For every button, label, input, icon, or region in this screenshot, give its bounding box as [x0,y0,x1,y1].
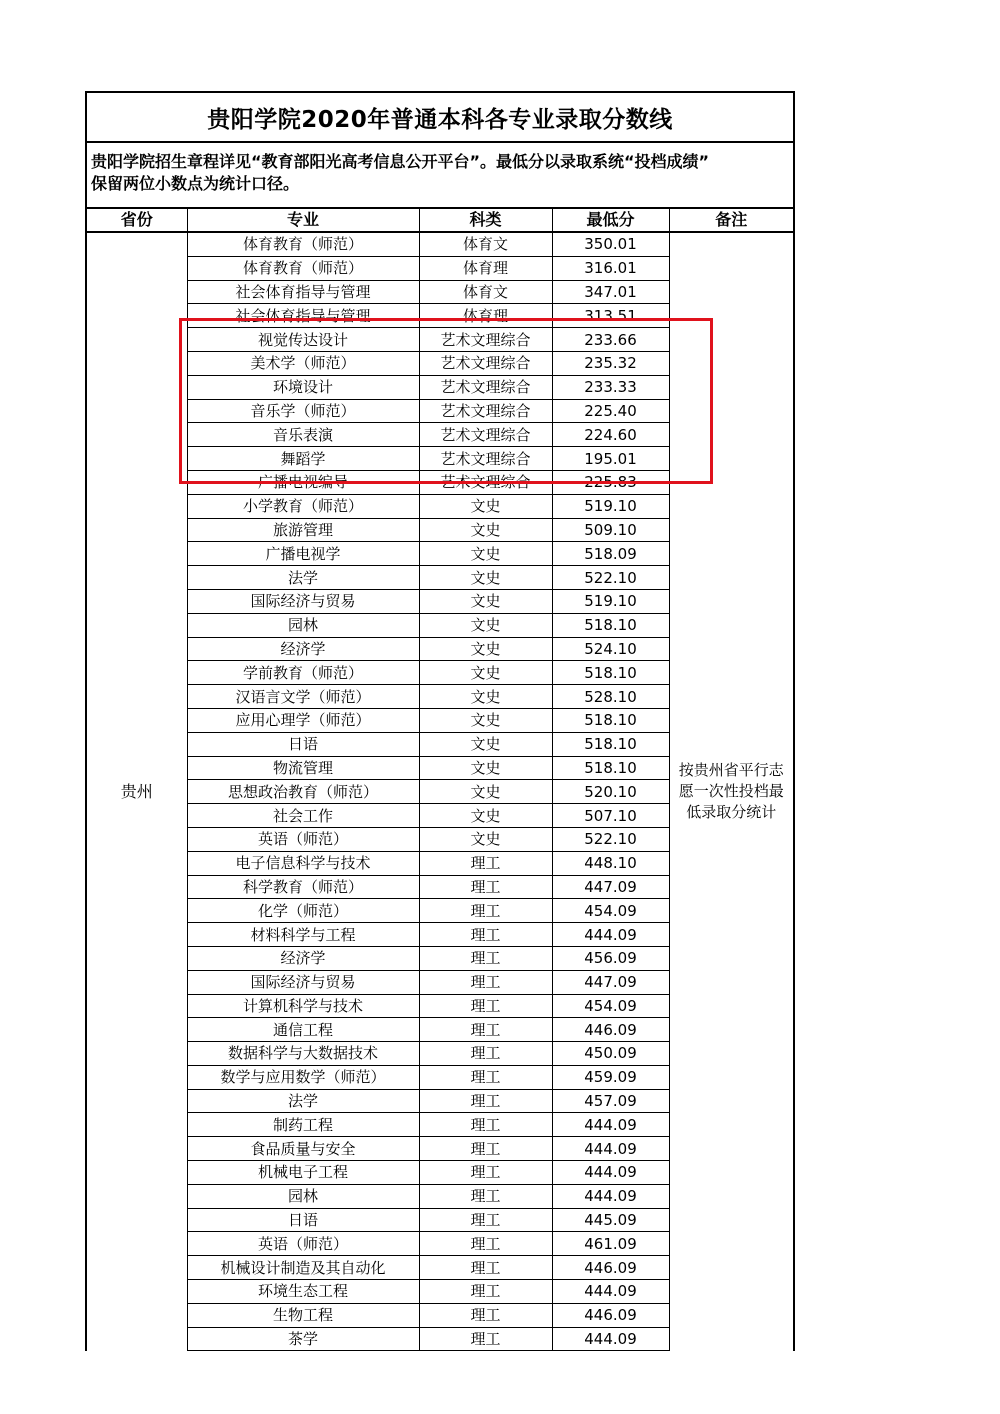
min-score-cell: 444.09 [552,1137,669,1161]
title-row [87,93,793,143]
category-cell: 理工 [419,1208,552,1232]
category-cell: 艺术文理综合 [419,423,552,447]
major-cell: 电子信息科学与技术 [187,851,419,875]
category-cell: 理工 [419,851,552,875]
major-cell: 视觉传达设计 [187,328,419,352]
min-score-cell: 519.10 [552,589,669,613]
category-cell: 理工 [419,1042,552,1066]
table-header-row [87,209,793,232]
min-score-cell: 316.01 [552,256,669,280]
major-cell: 生物工程 [187,1303,419,1327]
major-cell: 制药工程 [187,1113,419,1137]
min-score-cell: 446.09 [552,1256,669,1280]
major-cell: 国际经济与贸易 [187,589,419,613]
min-score-cell: 347.01 [552,280,669,304]
min-score-cell: 507.10 [552,804,669,828]
min-score-cell: 235.32 [552,351,669,375]
category-cell: 理工 [419,1161,552,1185]
min-score-cell: 447.09 [552,970,669,994]
major-cell: 园林 [187,613,419,637]
category-cell: 文史 [419,637,552,661]
category-cell: 体育文 [419,280,552,304]
min-score-cell: 520.10 [552,780,669,804]
note-line-2: 保留两位小数点为统计口径。 [91,174,300,193]
min-score-cell: 313.51 [552,304,669,328]
min-score-cell: 233.33 [552,375,669,399]
category-cell: 理工 [419,923,552,947]
min-score-cell: 444.09 [552,1113,669,1137]
header-remark: 备注 [669,209,793,232]
category-cell: 理工 [419,994,552,1018]
min-score-cell: 450.09 [552,1042,669,1066]
major-cell: 化学（师范） [187,899,419,923]
min-score-cell: 444.09 [552,1280,669,1304]
category-cell: 理工 [419,1184,552,1208]
category-cell: 文史 [419,804,552,828]
major-cell: 材料科学与工程 [187,923,419,947]
category-cell: 艺术文理综合 [419,399,552,423]
major-cell: 科学教育（师范） [187,875,419,899]
min-score-cell: 454.09 [552,899,669,923]
min-score-cell: 509.10 [552,518,669,542]
category-cell: 文史 [419,827,552,851]
major-cell: 物流管理 [187,756,419,780]
category-cell: 体育理 [419,256,552,280]
major-cell: 汉语言文学（师范） [187,685,419,709]
min-score-cell: 456.09 [552,946,669,970]
major-cell: 经济学 [187,637,419,661]
min-score-cell: 457.09 [552,1089,669,1113]
category-cell: 理工 [419,1256,552,1280]
min-score-cell: 445.09 [552,1208,669,1232]
category-cell: 理工 [419,1137,552,1161]
major-cell: 日语 [187,1208,419,1232]
category-cell: 理工 [419,1232,552,1256]
min-score-cell: 444.09 [552,923,669,947]
min-score-cell: 518.10 [552,708,669,732]
min-score-cell: 459.09 [552,1065,669,1089]
major-cell: 数据科学与大数据技术 [187,1042,419,1066]
min-score-cell: 518.10 [552,661,669,685]
major-cell: 英语（师范） [187,1232,419,1256]
note-row [87,143,793,209]
major-cell: 美术学（师范） [187,351,419,375]
table-body [87,232,793,1351]
major-cell: 国际经济与贸易 [187,970,419,994]
category-cell: 文史 [419,613,552,637]
category-cell: 理工 [419,1280,552,1304]
category-cell: 文史 [419,756,552,780]
category-cell: 艺术文理综合 [419,447,552,471]
major-cell: 经济学 [187,946,419,970]
min-score-cell: 446.09 [552,1018,669,1042]
min-score-cell: 444.09 [552,1184,669,1208]
category-cell: 体育文 [419,232,552,256]
category-cell: 文史 [419,661,552,685]
major-cell: 广播电视学 [187,542,419,566]
major-cell: 机械电子工程 [187,1161,419,1185]
category-cell: 理工 [419,1018,552,1042]
major-cell: 体育教育（师范） [187,256,419,280]
min-score-cell: 522.10 [552,827,669,851]
major-cell: 思想政治教育（师范） [187,780,419,804]
major-cell: 社会工作 [187,804,419,828]
min-score-cell: 518.10 [552,732,669,756]
min-score-cell: 448.10 [552,851,669,875]
category-cell: 体育理 [419,304,552,328]
min-score-cell: 446.09 [552,1303,669,1327]
major-cell: 社会体育指导与管理 [187,304,419,328]
major-cell: 法学 [187,566,419,590]
major-cell: 应用心理学（师范） [187,708,419,732]
min-score-cell: 233.66 [552,328,669,352]
min-score-cell: 444.09 [552,1161,669,1185]
category-cell: 文史 [419,708,552,732]
header-major: 专业 [187,209,419,232]
major-cell: 数学与应用数学（师范） [187,1065,419,1089]
min-score-cell: 224.60 [552,423,669,447]
header-category: 科类 [419,209,552,232]
major-cell: 旅游管理 [187,518,419,542]
min-score-cell: 444.09 [552,1327,669,1351]
category-cell: 艺术文理综合 [419,351,552,375]
major-cell: 通信工程 [187,1018,419,1042]
major-cell: 园林 [187,1184,419,1208]
category-cell: 艺术文理综合 [419,375,552,399]
min-score-cell: 225.40 [552,399,669,423]
category-cell: 理工 [419,1303,552,1327]
major-cell: 茶学 [187,1327,419,1351]
category-cell: 理工 [419,946,552,970]
major-cell: 舞蹈学 [187,447,419,471]
major-cell: 环境生态工程 [187,1280,419,1304]
category-cell: 文史 [419,589,552,613]
remark-cell: 按贵州省平行志愿一次性投档最低录取分统计 [669,232,793,1351]
major-cell: 日语 [187,732,419,756]
major-cell: 小学教育（师范） [187,494,419,518]
category-cell: 理工 [419,970,552,994]
note-line-1: 贵阳学院招生章程详见“教育部阳光高考信息公开平台”。最低分以录取系统“投档成绩” [91,152,710,171]
major-cell: 法学 [187,1089,419,1113]
category-cell: 文史 [419,732,552,756]
min-score-cell: 518.10 [552,756,669,780]
min-score-cell: 447.09 [552,875,669,899]
min-score-cell: 518.09 [552,542,669,566]
min-score-cell: 350.01 [552,232,669,256]
category-cell: 艺术文理综合 [419,328,552,352]
category-cell: 文史 [419,566,552,590]
min-score-cell: 461.09 [552,1232,669,1256]
major-cell: 食品质量与安全 [187,1137,419,1161]
page-title: 贵阳学院2020年普通本科各专业录取分数线 [207,106,673,133]
min-score-cell: 225.83 [552,470,669,494]
min-score-cell: 518.10 [552,613,669,637]
major-cell: 音乐学（师范） [187,399,419,423]
category-cell: 理工 [419,1113,552,1137]
major-cell: 体育教育（师范） [187,232,419,256]
category-cell: 文史 [419,780,552,804]
category-cell: 理工 [419,1065,552,1089]
category-cell: 理工 [419,875,552,899]
admission-score-sheet [85,91,795,1351]
province-cell: 贵州 [120,781,153,801]
min-score-cell: 522.10 [552,566,669,590]
header-min-score: 最低分 [552,209,669,232]
category-cell: 理工 [419,899,552,923]
min-score-cell: 524.10 [552,637,669,661]
min-score-cell: 454.09 [552,994,669,1018]
category-cell: 文史 [419,542,552,566]
min-score-cell: 519.10 [552,494,669,518]
category-cell: 理工 [419,1327,552,1351]
major-cell: 机械设计制造及其自动化 [187,1256,419,1280]
major-cell: 音乐表演 [187,423,419,447]
major-cell: 计算机科学与技术 [187,994,419,1018]
score-table [87,209,793,1351]
category-cell: 文史 [419,518,552,542]
table-row [87,232,793,256]
major-cell: 社会体育指导与管理 [187,280,419,304]
category-cell: 艺术文理综合 [419,470,552,494]
major-cell: 广播电视编导 [187,470,419,494]
major-cell: 英语（师范） [187,827,419,851]
header-province: 省份 [87,209,187,232]
category-cell: 理工 [419,1089,552,1113]
category-cell: 文史 [419,494,552,518]
min-score-cell: 195.01 [552,447,669,471]
min-score-cell: 528.10 [552,685,669,709]
major-cell: 学前教育（师范） [187,661,419,685]
category-cell: 文史 [419,685,552,709]
major-cell: 环境设计 [187,375,419,399]
